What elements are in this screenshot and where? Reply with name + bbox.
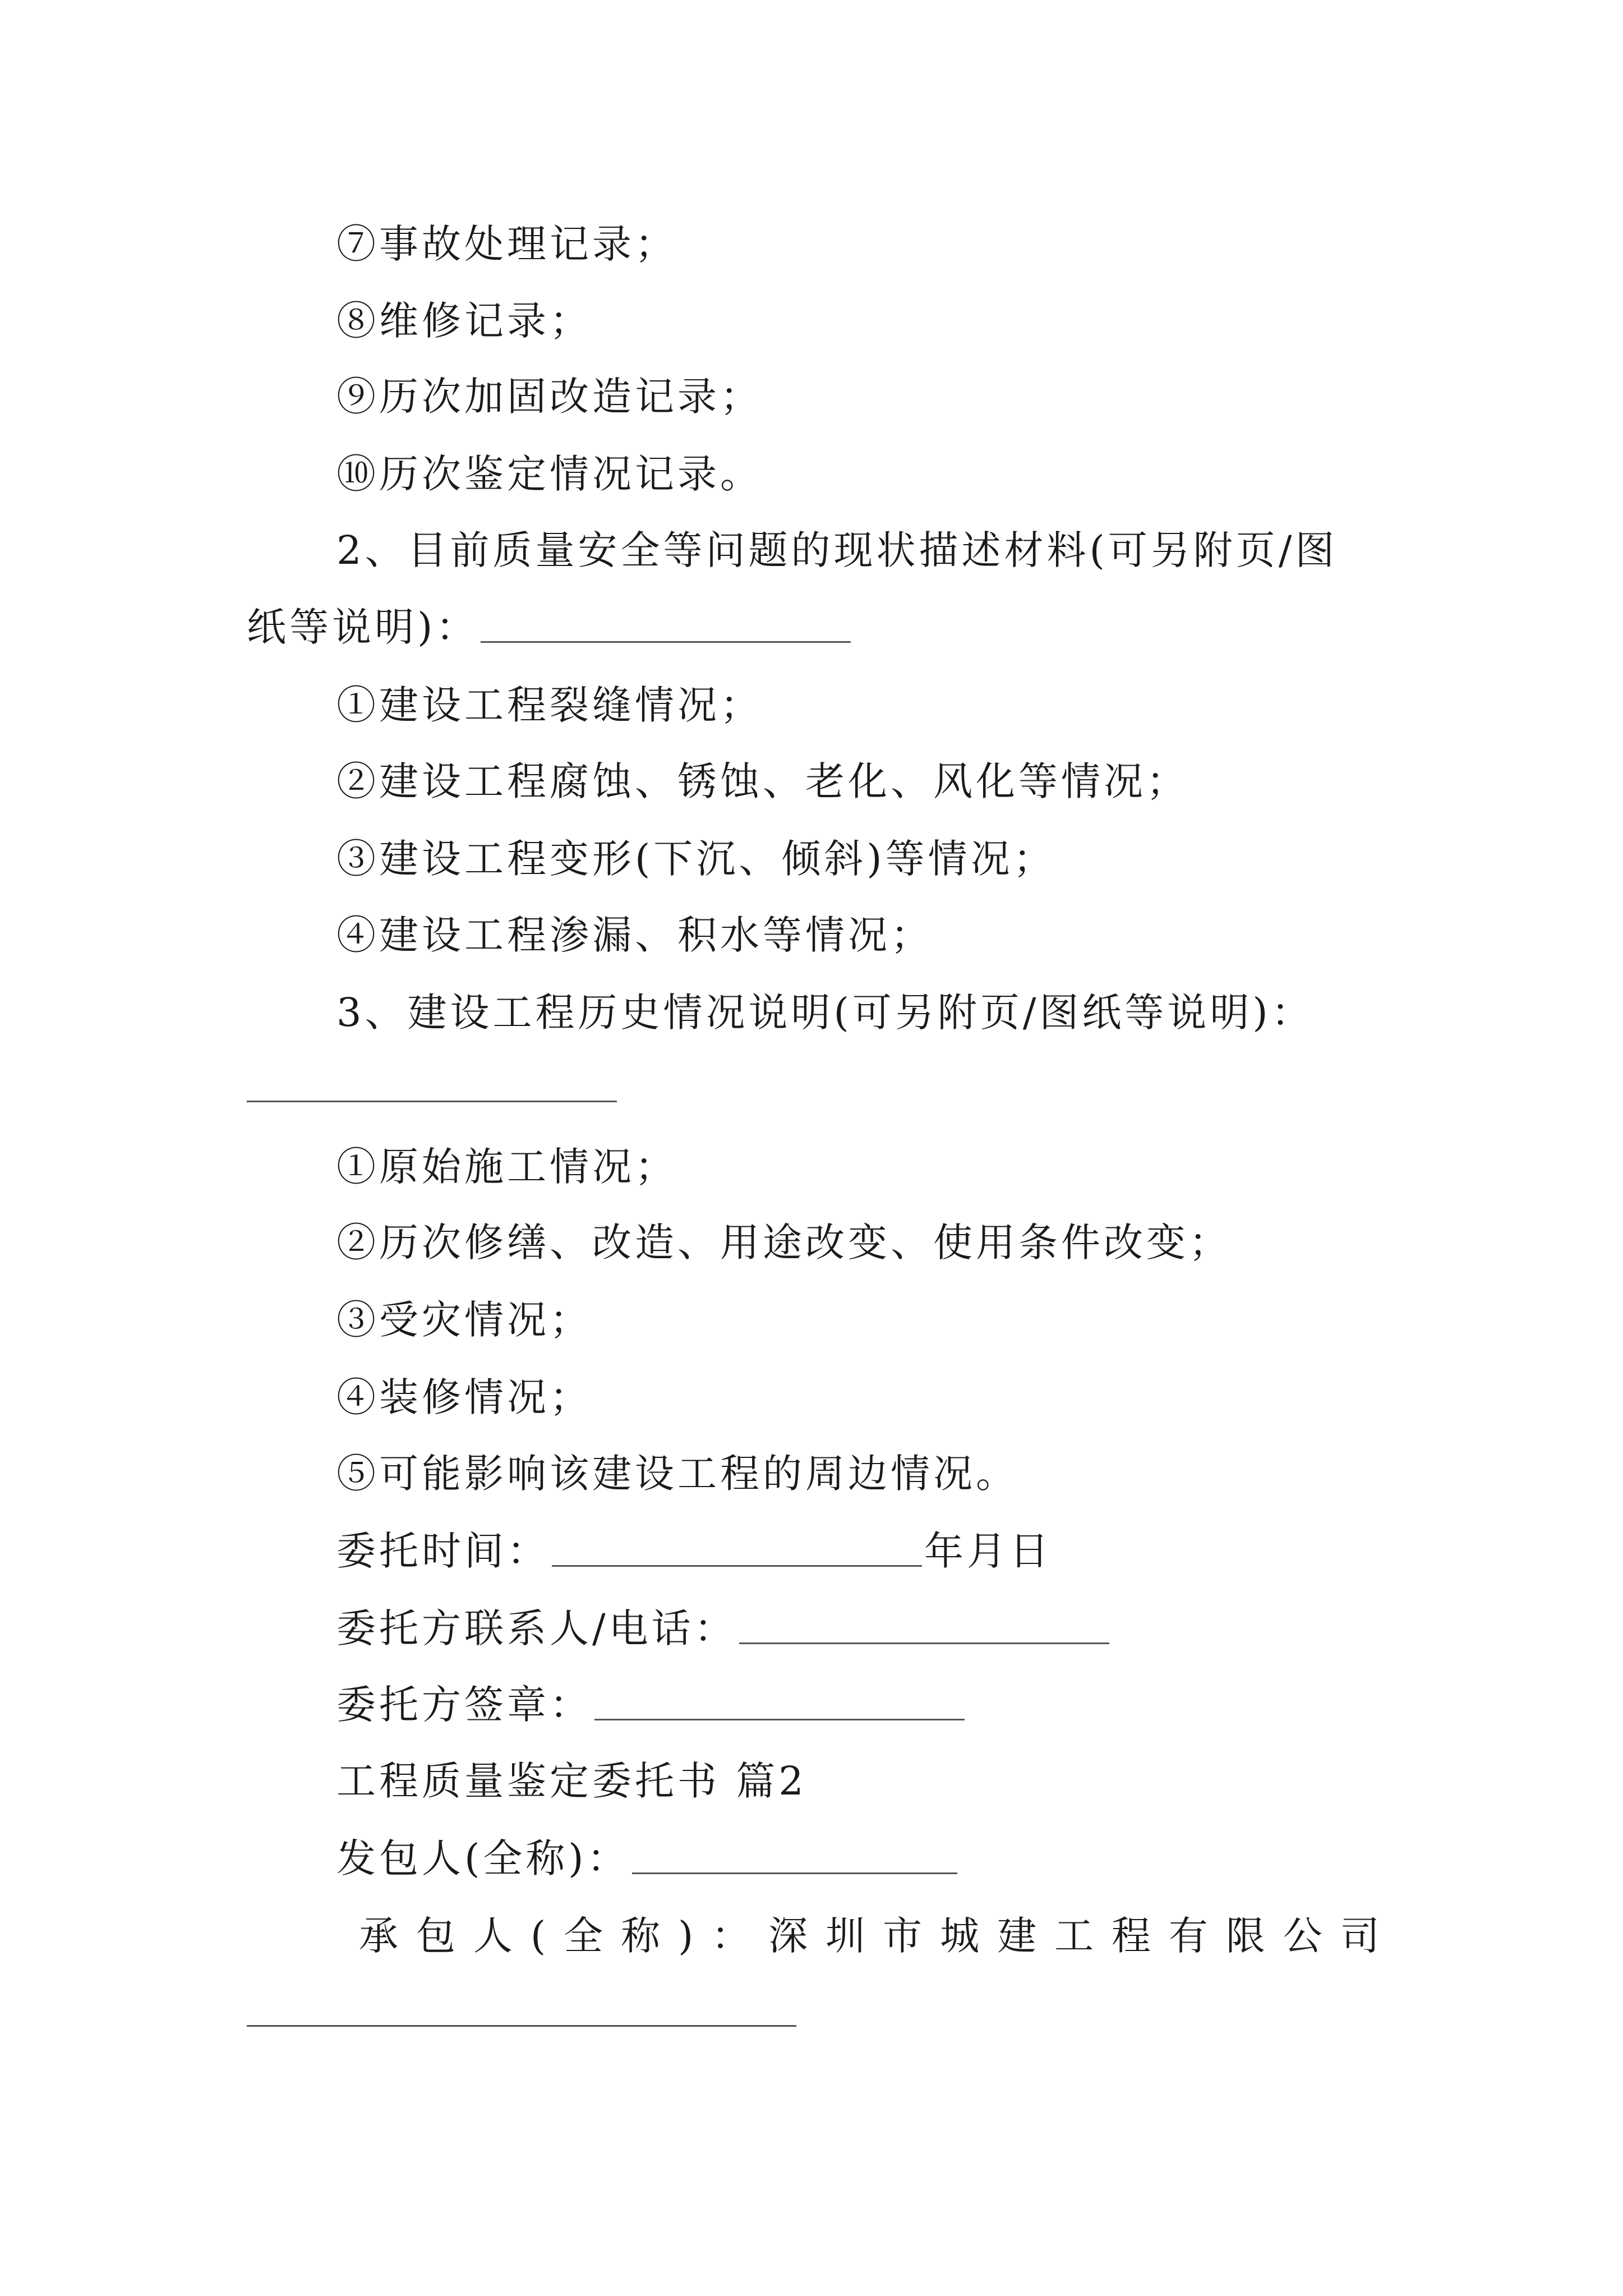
section2-item-4: ④建设工程渗漏、积水等情况； — [336, 912, 933, 958]
contractor-char: 工 — [1054, 1913, 1094, 1959]
contractor-char: 圳 — [826, 1913, 865, 1959]
contractor-char: 称 — [621, 1913, 661, 1959]
list-item-8: ⑧维修记录； — [336, 298, 592, 344]
employer-row — [336, 1835, 960, 1881]
section2-heading-cont-text: 纸等说明)： — [247, 604, 479, 650]
seal-row — [336, 1682, 967, 1728]
section3-item-5: ⑤可能影响该建设工程的周边情况。 — [336, 1451, 1018, 1497]
section3-item-4: ④装修情况； — [336, 1374, 592, 1420]
contractor-char: 人 — [473, 1913, 513, 1959]
section2-item-3: ③建设工程变形(下沉、倾斜)等情况； — [336, 836, 1056, 882]
contact-label: 委托方联系人/电话： — [336, 1605, 737, 1651]
contractor-char: 司 — [1340, 1913, 1380, 1959]
contractor-char: 全 — [564, 1913, 603, 1959]
fill-in-blank — [552, 1565, 922, 1567]
seal-label: 委托方签章： — [336, 1682, 592, 1728]
document-title-2: 工程质量鉴定委托书 篇2 — [336, 1758, 807, 1804]
list-item-7: ⑦事故处理记录； — [336, 221, 677, 267]
section2-heading-cont — [247, 604, 853, 650]
contractor-char: 有 — [1168, 1913, 1208, 1959]
list-item-9: ⑨历次加固改造记录； — [336, 374, 763, 420]
entrust-time-row — [336, 1528, 1052, 1574]
contractor-char: 包 — [416, 1913, 455, 1959]
contractor-char: 深 — [768, 1913, 808, 1959]
entrust-time-label: 委托时间： — [336, 1528, 550, 1574]
fill-in-blank — [739, 1642, 1109, 1644]
contractor-char: ) — [678, 1913, 694, 1959]
contractor-char: 建 — [997, 1913, 1037, 1959]
section2-item-2: ②建设工程腐蚀、锈蚀、老化、风化等情况； — [336, 758, 1189, 804]
contractor-char: 城 — [940, 1913, 980, 1959]
section2-heading: 2、目前质量安全等问题的现状描述材料(可另附页/图 — [336, 527, 1338, 573]
entrust-time-suffix: 年月日 — [924, 1528, 1052, 1574]
contractor-char: 限 — [1225, 1913, 1265, 1959]
contact-row — [336, 1605, 1112, 1651]
contractor-char: ： — [711, 1913, 751, 1959]
fill-in-blank — [594, 1719, 965, 1720]
contractor-char: 公 — [1283, 1913, 1322, 1959]
fill-in-blank — [247, 1101, 617, 1102]
section2-item-1: ①建设工程裂缝情况； — [336, 682, 763, 728]
section3-item-1: ①原始施工情况； — [336, 1144, 677, 1190]
section3-heading: 3、建设工程历史情况说明(可另附页/图纸等说明)： — [336, 990, 1314, 1036]
contractor-row — [359, 1913, 1380, 1959]
contractor-char: 承 — [359, 1913, 398, 1959]
section3-item-2: ②历次修缮、改造、用途改变、使用条件改变； — [336, 1220, 1232, 1266]
section3-item-3: ③受灾情况； — [336, 1297, 592, 1343]
contractor-char: ( — [530, 1913, 546, 1959]
list-item-10: ⑩历次鉴定情况记录。 — [336, 451, 763, 497]
contractor-char: 程 — [1111, 1913, 1151, 1959]
employer-label: 发包人(全称)： — [336, 1835, 630, 1881]
fill-in-blank — [247, 2025, 796, 2027]
fill-in-blank — [481, 641, 851, 643]
contractor-char: 市 — [883, 1913, 923, 1959]
fill-in-blank — [632, 1872, 957, 1874]
